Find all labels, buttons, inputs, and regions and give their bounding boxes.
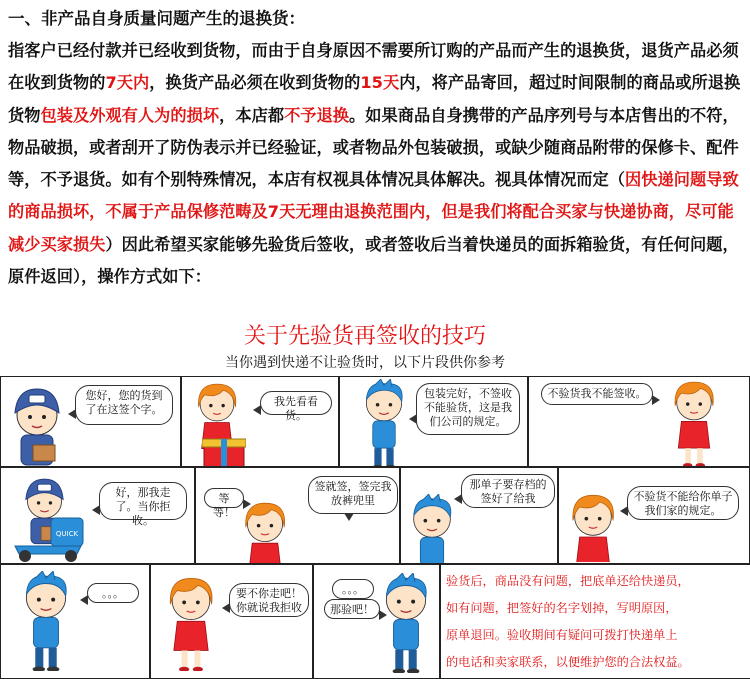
policy-text: ）因此希望买家能够先验货后签收，或者签收后当着快递员的面拆箱验货，有任何问题，原件返回），操作方式如下：	[8, 234, 739, 287]
comic-panel-1	[0, 376, 181, 467]
girl-character-icon	[240, 500, 290, 564]
comic-panel-10	[150, 564, 313, 679]
comic-panel-7	[400, 467, 558, 564]
speech-bubble: 。。。	[87, 583, 139, 603]
tips-title: 关于先验货再签收的技巧	[243, 324, 486, 349]
courier-character-icon	[7, 383, 67, 467]
note-line: 验货后，商品没有问题，把底单还给快递员，	[446, 574, 690, 588]
comic-panel-6	[195, 467, 400, 564]
speech-bubble: 那验吧！	[324, 599, 380, 619]
speech-bubble: 不验货不能给你单子我们家的规定。	[627, 486, 739, 520]
policy-body	[8, 35, 746, 293]
return-policy-section	[8, 6, 746, 293]
gift-box-icon	[202, 435, 246, 467]
note-line: 原单退回。验收期间有疑问可拨打快递单上	[446, 628, 678, 642]
comic-panel-4	[528, 376, 750, 467]
speech-bubble: 好，那我走了。当你拒收。	[99, 482, 187, 520]
speech-bubble: 您好，您的货到了在这签个字。	[75, 385, 173, 425]
note-line: 的电话和卖家联系，以便维护您的合法权益。	[446, 655, 690, 669]
comic-panel-2	[181, 376, 339, 467]
policy-emphasis: 因快递问题导致的商品损坏，不属于产品保修范畴及7天无理由退换范围内，但是我们将配合买家与快递协商，尽可能减少买家损失	[8, 170, 739, 254]
thought-bubble: 签就签，签完我放裤兜里	[308, 476, 398, 514]
boy-character-icon	[407, 494, 457, 564]
delivery-scooter-icon	[11, 474, 87, 562]
policy-emphasis: 包装及外观有人为的损坏	[40, 105, 220, 125]
comic-panel-11	[313, 564, 440, 679]
girl-character-icon	[163, 575, 219, 671]
tips-subtitle: 当你遇到快递不让验货时，以下片段供你参考	[225, 355, 505, 371]
comic-panel-8	[558, 467, 750, 564]
comic-panel-5	[0, 467, 195, 564]
policy-text: 指客户已经付款并已经收到货物，而由于自身原因不需要所订购的产品而产生的退换货，退货产品必须在收到货物的	[8, 41, 739, 93]
boy-character-icon	[15, 571, 77, 671]
policy-emphasis: 7天内	[105, 73, 150, 93]
boy-character-icon	[354, 379, 414, 467]
note-line: 如有问题，把签好的名字划掉，写明原因，	[446, 601, 678, 615]
policy-emphasis: 15天	[360, 73, 400, 93]
speech-bubble: 要不你走吧！你就说我拒收	[229, 583, 309, 617]
speech-bubble: 那单子要存档的签好了给我	[461, 474, 555, 508]
girl-character-icon	[665, 379, 723, 467]
thought-bubble: 。。。	[332, 579, 374, 599]
speech-bubble: 包装完好，不签收不能验货，这是我们公司的规定。	[416, 383, 520, 435]
comic-panel-9	[0, 564, 150, 679]
van-label: QUICK	[55, 530, 79, 538]
policy-text: ，换货产品必须在收到货物的	[149, 73, 361, 93]
speech-bubble: 我先看看货。	[260, 391, 332, 415]
speech-bubble: 不验货我不能签收。	[541, 383, 653, 405]
policy-heading: 一、非产品自身质量问题产生的退换货：	[8, 9, 305, 28]
policy-text: 。如果商品自身携带的产品序列号与本店售出的不符，物品破损，或者刮开了防伪表示并已经验证，或者物品外包装破损，或缺少随商品附带的保修卡、配件等，不予退货。如有个别特殊情况，本店有权视具体情况具体解决。视具体情况而定（	[8, 105, 739, 190]
comic-panel-3	[339, 376, 528, 467]
inspection-note	[446, 568, 744, 676]
girl-character-icon	[567, 492, 619, 562]
policy-emphasis: 不予退换	[284, 105, 350, 125]
boy-character-icon	[378, 573, 434, 673]
policy-text: ，本店都	[219, 105, 285, 125]
speech-bubble: 等等！	[204, 488, 244, 508]
policy-text: 内，将产品寄回，超过时间限制的商品或所退换货物	[8, 73, 741, 125]
